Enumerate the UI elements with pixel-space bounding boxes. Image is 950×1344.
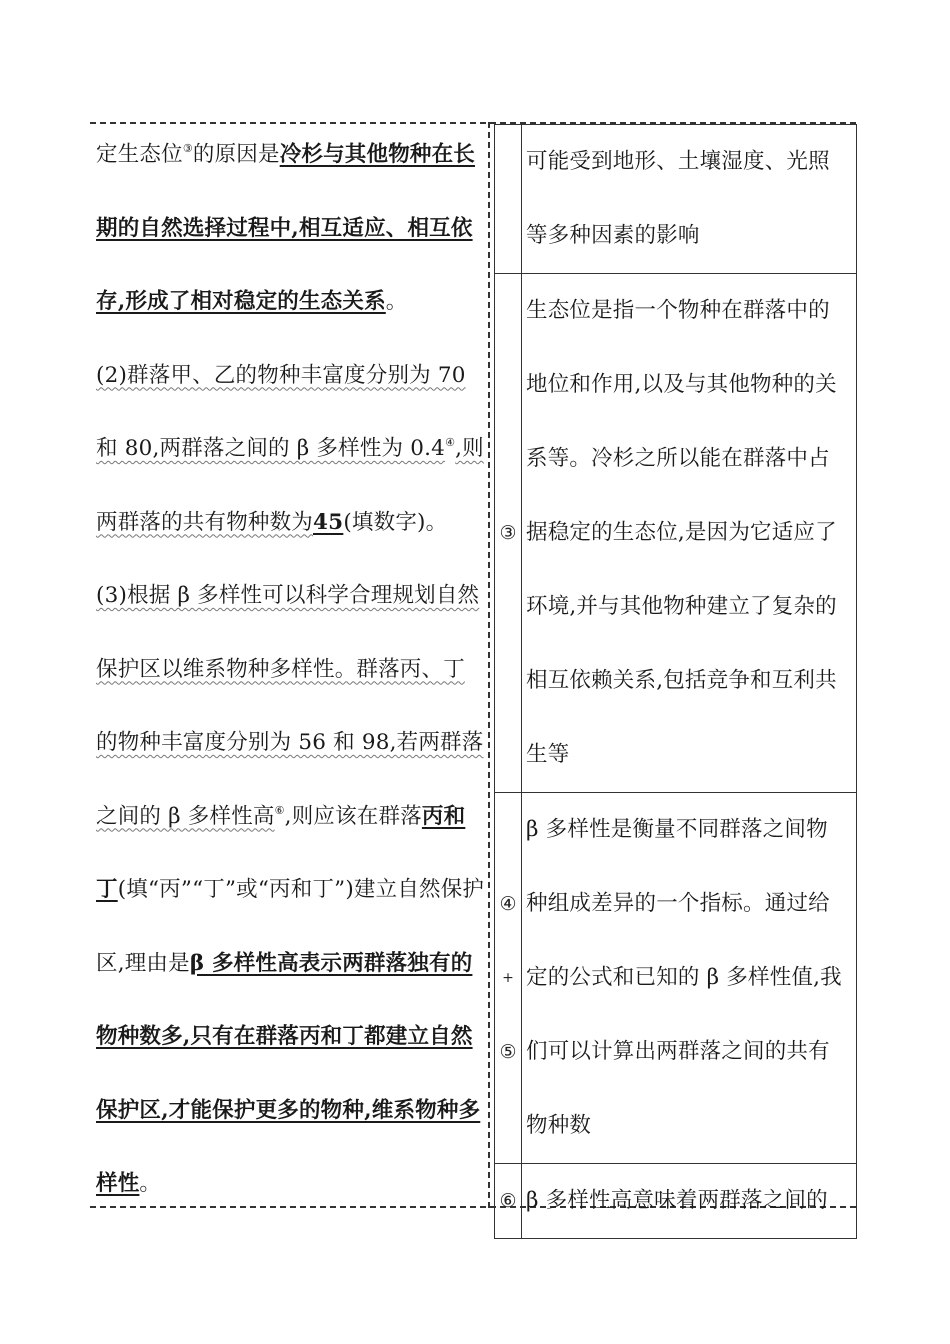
annotation-mark-4: ④ [445, 436, 456, 449]
paragraph-2: (2)群落甲、乙的物种丰富度分别为 70 和 80,两群落之间的 β 多样性为 0.4④,则两群落的共有物种数为45(填数字)。 [96, 362, 484, 535]
note-row-1 [495, 125, 857, 274]
question-text [96, 118, 486, 1221]
note-row-3 [495, 793, 857, 1164]
note-row-4 [495, 1164, 857, 1239]
note-row-2 [495, 274, 857, 793]
note-text-cell: β 多样性是衡量不同群落之间物 种组成差异的一个指标。通过给 定的公式和已知的 β 多样性值,我 们可以计算出两群落之间的共有 物种数 [522, 793, 857, 1164]
annotation-mark-6: ⑥ [274, 803, 285, 817]
answer-3: 丙和丁 [96, 803, 466, 902]
note-text-cell: β 多样性高意味着两群落之间的 [522, 1164, 857, 1239]
note-mark-cell: ⑥ [495, 1164, 522, 1239]
column-divider [488, 122, 490, 1208]
annotation-mark-3: ③ [182, 142, 193, 155]
note-mark-cell: ③ [495, 274, 522, 793]
answer-2: 45 [313, 509, 344, 535]
note-mark-cell [495, 125, 522, 274]
note-text-cell: 生态位是指一个物种在群落中的 地位和作用,以及与其他物种的关 系等。冷杉之所以能在群落中占 据稳定的生态位,是因为它适应了 环境,并与其他物种建立了复杂的 相互依赖关系,包括竞争和互利共 生等 [522, 274, 857, 793]
paragraph-1: 定生态位③的原因是冷杉与其他物种在长期的自然选择过程中,相互适应、相互依存,形成了相对稳定的生态关系。 [96, 142, 475, 314]
note-text-cell: 可能受到地形、土壤湿度、光照 等多种因素的影响 [522, 125, 857, 274]
paragraph-3: (3)根据 β 多样性可以科学合理规划自然保护区以维系物种多样性。群落丙、丁的物种丰富度分别为 56 和 98,若两群落之间的 β 多样性高⑥,则应该在群落丙和丁(填“丙”“丁”或“丙和丁”)建立自然保护区,理由是β 多样性高表示两群落独有的物种数多,只有在群落丙和丁都建立自然保护区,才能保护更多的物种,维系物种多样性。 [96, 583, 485, 1196]
answer-4: β 多样性高表示两群落独有的物种数多,只有在群落丙和丁都建立自然保护区,才能保护更多的物种,维系物种多样性 [96, 950, 481, 1196]
note-mark-cell: ④ + ⑤ [495, 793, 522, 1164]
answer-1: 冷杉与其他物种在长期的自然选择过程中,相互适应、相互依存,形成了相对稳定的生态关系 [96, 142, 475, 314]
annotation-table [494, 124, 857, 1239]
